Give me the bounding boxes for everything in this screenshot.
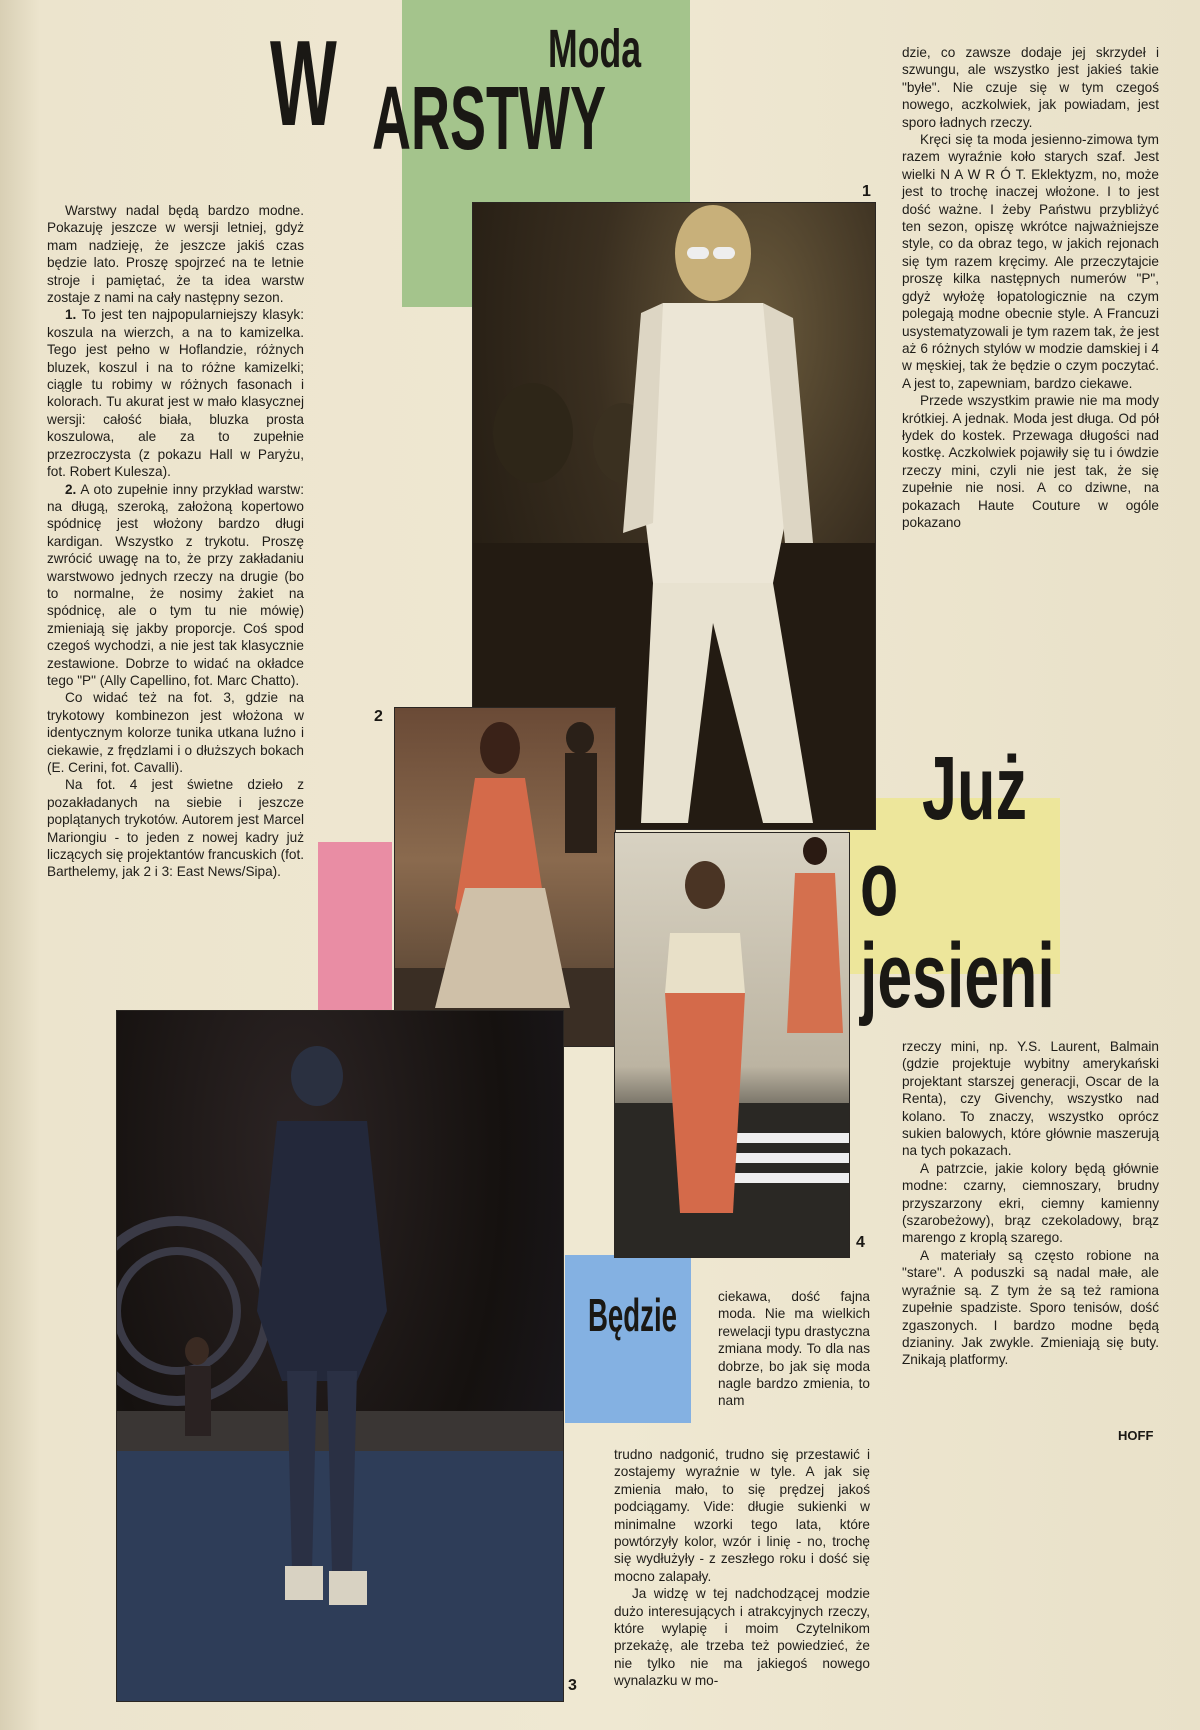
- paragraph: Przede wszystkim prawie nie ma mody krótkiej. A jednak. Moda jest długa. Od pół łydek do kostek. Przewaga długości nad kostkę. Aczkolwiek pojawiły się tu i ówdzie rzeczy mini, czyli nie jest tak, że się zupełnie nie nosi. A co dziwne, na pokazach Haute Couture w ogóle pokazano: [902, 393, 1159, 530]
- paragraph: Ja widzę w tej nadchodzącej modzie dużo interesujących i atrakcyjnych rzeczy, które wylapię i moim Czytelnikom przekażę, ale trzeba też powiedzieć, że nie tylko nie ma jakiegoś nowego wynalazku w mo-: [614, 1586, 870, 1689]
- headline-juz: Już: [922, 739, 1028, 839]
- paragraph: 2. A oto zupełnie inny przykład warstw: na długą, szeroką, założoną kopertowo spódnicę jest włożony bardzo długi kardigan. Wszystko z trykotu. Proszę zwrócić uwagę na to, że przy zakładaniu warstwowo jednych rzeczy na drugie (bo to normalne, że nosimy żakiet na spódnicę, ale o tym tu nie mówię) zmieniają się jakby proporcje. Coś spod czegoś wychodzi, a nie jest tak klasycznie zestawione. Dobrze to widać na okładce tego "P" (Ally Capellino, fot. Marc Chatto).: [47, 481, 304, 688]
- photo-number-2: 2: [374, 708, 383, 725]
- title-initial: W: [270, 15, 336, 151]
- paragraph: A patrzcie, jakie kolory będą głównie modne: czarny, ciemnoszary, brudny przyszarzony ekri, ciemny kamienny (szarobeżowy), brąz czekoladowy, brąz marengo z kroplą szarego.: [902, 1160, 1159, 1246]
- article-column-middle-wide: [614, 1446, 870, 1690]
- title-rest: ARSTWY: [372, 69, 606, 169]
- article-column-left: [47, 202, 304, 881]
- paragraph: Na fot. 4 jest świetne dzieło z pozakładanych na siebie i jeszcze poplątanych trykotów. Autorem jest Marcel Mariongiu - to jeden z nowej kadry już liczących się projektantów francuskich (fot. Barthelemy, jak 2 i 3: East News/Sipa).: [47, 777, 304, 880]
- runway-photo-2: [394, 707, 616, 1047]
- photo-number-3: 3: [568, 1677, 577, 1694]
- photo-number-4: 4: [856, 1234, 865, 1251]
- headline-o-jesieni: o jesieni: [860, 833, 1055, 1027]
- paragraph: dzie, co zawsze dodaje jej skrzydeł i szwungu, ale wszystko jest jakieś takie "byłe". Nie czuje się w tym czegoś nowego, aczkolwiek, jak powiadam, jest sporo ładnych rzeczy.: [902, 45, 1159, 130]
- paragraph: ciekawa, dość fajna moda. Nie ma wielkich rewelacji typu drastyczna zmiana mody. To dla nas dobrze, bo jak się moda nagle bardzo zmienia, to nam: [718, 1289, 870, 1409]
- article-column-right-top: [902, 44, 1159, 531]
- paragraph: 1. To jest ten najpopularniejszy klasyk: koszula na wierzch, a na to kamizelka. Tego jest pełno w Hoflandzie, różnych bluzek, koszul i na to różne kamizelki; ciągle tu robimy w różnych fasonach i kolorach. Tu akurat jest w mało klasycznej wersji: całość biała, bluzka prosta koszulowa, ale za to zupełnie przezroczysta (z pokazu Hall w Paryżu, fot. Robert Kulesza).: [47, 307, 304, 480]
- photo-number-1: 1: [862, 183, 871, 200]
- paragraph: rzeczy mini, np. Y.S. Laurent, Balmain (gdzie projektuje wybitny amerykański projektant starszej generacji, Oscar de la Renta), czy Givenchy, wszystko nad kolano. To znaczy, wszystko oprócz sukien balowych, które głównie maszerują na tych pokazach.: [902, 1039, 1159, 1159]
- article-column-middle-narrow: [718, 1288, 870, 1410]
- paragraph: Kręci się ta moda jesienno-zimowa tym razem wyraźnie koło starych szaf. Jest wielki N A W R Ó T. Eklektyzm, no, może jest to trochę inaczej włożone. I to jest dość ważne. I żeby Państwu przybliżyć ten sezon, opiszę wkrótce najważniejsze style, co da obraz tego, w jakich rejonach się tym razem kręcimy. Ale przeczytajcie proszę kilka następnych numerów "P", gdyż wyłożę łopatologicznie na czym polegają modne obecnie style. A Francuzi usystematyzowali je tym razem tak, że jest aż 6 różnych stylów w modzie damskiej i 4 w męskiej, tak że będzie o czym poczytać. A jest to, zapewniam, bardzo ciekawe.: [902, 132, 1159, 391]
- paragraph: A materiały są często robione na "stare". A poduszki są nadal małe, ale wyraźnie są. Z tym że są też ramiona zupełnie spadziste. Sporo tenisów, dość zgaszonych. I bardzo modne będą dzianiny. Jak zwykle. Zmieniają się buty. Znikają platformy.: [902, 1247, 1159, 1368]
- headline-bedzie: Będzie: [588, 1289, 677, 1341]
- byline: HOFF: [1118, 1428, 1154, 1443]
- runway-photo-3: [116, 1010, 564, 1702]
- runway-photo-3-image: [117, 1011, 563, 1701]
- pink-color-block: [318, 842, 392, 1010]
- runway-photo-4-image: [615, 833, 849, 1257]
- paragraph: trudno nadgonić, trudno się przestawić i zostajemy wyraźnie w tyle. A jak się zmienia mało, to się prędzej jakoś podciągamy. Vide: długie sukienki w minimalne wzorki tego lata, które powtórzyły kolor, wzór i linię - no, trochę się wydłużyły - z zeszłego roku i dość się mocno zalapały.: [614, 1447, 870, 1584]
- runway-photo-4: [614, 832, 850, 1258]
- article-column-right-bottom: [902, 1038, 1159, 1369]
- runway-photo-2-image: [395, 708, 615, 1046]
- paragraph: Warstwy nadal będą bardzo modne. Pokazuję jeszcze w wersji letniej, gdyż mam nadzieję, że jeszcze jakiś czas będzie lato. Proszę spojrzeć na te letnie stroje i pamiętać, że ta idea warstw zostaje z nami na cały następny sezon.: [47, 203, 304, 306]
- section-label-moda: Moda: [548, 19, 642, 79]
- paragraph: Co widać też na fot. 3, gdzie na trykotowy kombinezon jest włożona w identycznym kolorze tunika utkana luźno i ciekawie, z frędzlami i o dłuższych bokach (E. Cerini, fot. Cavalli).: [47, 690, 304, 775]
